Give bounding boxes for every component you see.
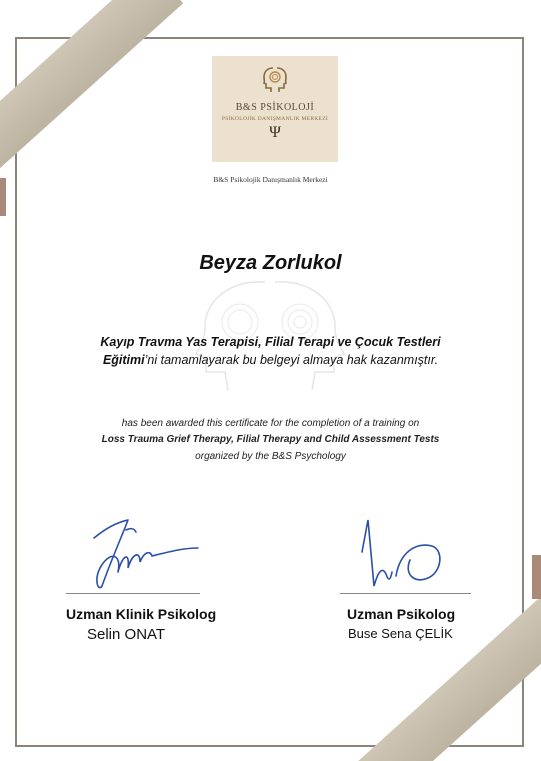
signatory-title-left: Uzman Klinik Psikolog xyxy=(66,606,217,622)
logo-subtitle: PSİKOLOJİK DANIŞMANLIK MERKEZİ xyxy=(221,116,329,122)
recipient-name: Beyza Zorlukol xyxy=(199,252,342,274)
logo xyxy=(212,56,338,162)
head-profiles-icon xyxy=(259,64,291,96)
watermark-heads-icon xyxy=(170,272,370,392)
signature-line-right xyxy=(340,593,471,594)
psi-symbol: Ψ xyxy=(269,124,281,141)
training-title-tr: Kayıp Travma Yas Terapisi, Filial Terapi ve Çocuk Testleri xyxy=(100,335,441,349)
training-statement-tr-rest: ’ni tamamlayarak bu belgeyi almaya hak kazanmıştır. xyxy=(144,353,439,367)
logo-name: B&S PSİKOLOJİ xyxy=(235,102,315,113)
signature-line-left xyxy=(66,593,200,594)
signature-left xyxy=(88,510,203,594)
training-title-tr-end: Eğitimi xyxy=(102,353,145,367)
organization-caption: B&S Psikolojik Danışmanlık Merkezi xyxy=(213,175,328,184)
award-statement-en: has been awarded this certificate for the completion of a training on xyxy=(121,418,420,429)
training-title-en: Loss Trauma Grief Therapy, Filial Therapy and Child Assessment Tests xyxy=(101,434,440,445)
signatory-name-left: Selin ONAT xyxy=(87,626,166,643)
corner-accent-right xyxy=(532,555,541,599)
signature-right xyxy=(352,512,448,596)
training-statement-tr xyxy=(0,353,541,367)
signatory-name-right: Buse Sena ÇELİK xyxy=(348,626,453,641)
organizer-en: organized by the B&S Psychology xyxy=(195,451,346,462)
signatory-title-right: Uzman Psikolog xyxy=(347,606,456,622)
